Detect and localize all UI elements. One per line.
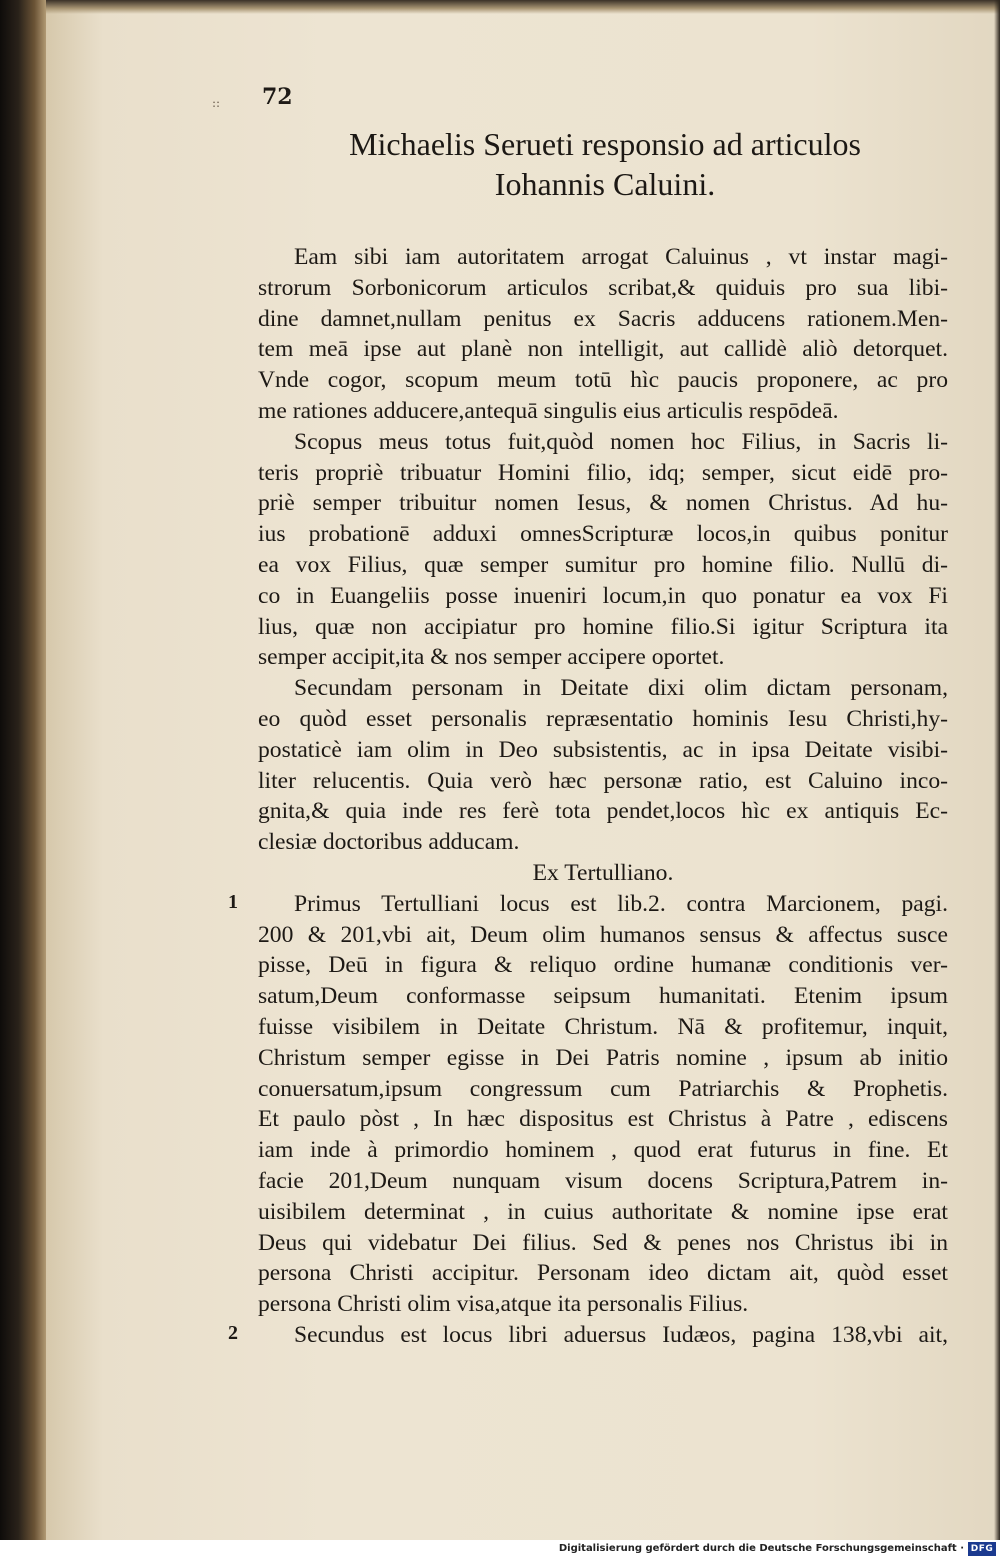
text-line: persona Christi olim visa,atque ita personalis Filius. (258, 1291, 749, 1318)
page-top-edge (46, 0, 1000, 14)
text-line: uisibilem determinat , in cuius authoritate & nomine ipse erat (258, 1198, 948, 1225)
text-line: eo quòd esset personalis repræsentatio hominis Iesu Christi,hy- (258, 705, 948, 732)
text-line: Primus Tertulliani locus est lib.2. contra Marcionem, pagi. (294, 890, 948, 917)
text-line: gnita,& quia inde res ferè tota pendet,locos hìc ex antiquis Ec- (258, 798, 948, 825)
text-line: semper accipit,ita & nos semper accipere oportet. (258, 644, 725, 671)
text-line: postaticè iam olim in Deo subsistentis, ac in ipsa Deitate visibi- (258, 736, 948, 763)
text-line: tem meā ipse aut planè non intelligit, aut callidè aliò detorquet. (258, 336, 948, 363)
text-line: ius probationē adduxi omnesScripturæ locos,in quibus ponitur (258, 521, 948, 548)
text-line: facie 201,Deum nunquam visum docens Scriptura,Patrem in- (258, 1167, 948, 1194)
body-text (258, 242, 948, 1351)
text-line: 200 & 201,vbi ait, Deum olim humanos sensus & affectus susce (258, 921, 948, 948)
page-right-edge (994, 0, 1000, 1540)
text-line: Secundus est locus libri aduersus Iudæos, pagina 138,vbi ait, (294, 1321, 948, 1348)
text-line: priè semper tribuitur nomen Iesus, & nomen Christus. Ad hu- (258, 490, 948, 517)
text-line: iam inde à primordio hominem , quod erat futurus in fine. Et (258, 1137, 948, 1164)
page-number: 72 (262, 84, 293, 110)
text-line: conuersatum,ipsum congressum cum Patriarchis & Prophetis. (258, 1075, 948, 1102)
text-line: ea vox Filius, quæ semper sumitur pro homine filio. Nullū di- (258, 551, 948, 578)
section-heading: Ex Tertulliano. (532, 859, 674, 886)
text-line: liter relucentis. Quia verò hæc personæ ratio, est Caluino inco- (258, 767, 948, 794)
book-spine (0, 0, 46, 1540)
text-line: dine damnet,nullam penitus ex Sacris adducens rationem.Men- (258, 305, 948, 332)
text-line: Christum semper egisse in Dei Patris nomine , ipsum ab initio (258, 1044, 948, 1071)
text-line: Secundam personam in Deitate dixi olim dictam personam, (294, 675, 948, 702)
title-line-2: Iohannis Caluini. (494, 166, 716, 202)
text-line: Deus qui videbatur Dei filius. Sed & penes nos Christus ibi in (258, 1229, 948, 1256)
text-line: clesiæ doctoribus adducam. (258, 829, 520, 856)
text-line: pisse, Deū in figura & reliquo ordine humanæ conditionis ver- (258, 952, 948, 979)
page-title (250, 124, 960, 204)
text-line: persona Christi accipitur. Personam ideo dictam ait, quòd esset (258, 1260, 948, 1287)
text-line: co in Euangeliis posse inueniri locum,in quo ponatur ea vox Fi (258, 582, 948, 609)
text-line: Vnde cogor, scopum meum totū hìc paucis proponere, ac pro (258, 367, 948, 394)
title-line-1: Michaelis Serueti responsio ad articulos (349, 126, 861, 162)
margin-number: 1 (228, 890, 238, 913)
text-line: Et paulo pòst , In hæc dispositus est Christus à Patre , ediscens (258, 1106, 948, 1133)
margin-number: 2 (228, 1322, 238, 1344)
text-line: satum,Deum conformasse seipsum humanitati. Etenim ipsum (258, 983, 948, 1010)
funding-credit: Digitalisierung gefördert durch die Deutsche Forschungsgemeinschaft · (558, 1543, 964, 1554)
corner-mark: :: (212, 96, 221, 110)
text-line: me rationes adducere,antequā singulis eius articulis respōdeā. (258, 397, 839, 424)
dfg-logo-icon: DFG (968, 1542, 996, 1556)
text-line: fuisse visibilem in Deitate Christum. Nā & profitemur, inquit, (258, 1013, 948, 1040)
text-line: lius, quæ non accipiatur pro homine filio.Si igitur Scriptura ita (258, 613, 948, 640)
text-line: strorum Sorbonicorum articulos scribat,& quiduis pro sua libi- (258, 274, 948, 301)
text-line: teris propriè tribuatur Homini filio, idq; semper, sicut eidē pro- (258, 459, 948, 486)
text-line: Eam sibi iam autoritatem arrogat Caluinus , vt instar magi- (294, 244, 948, 270)
text-line: Scopus meus totus fuit,quòd nomen hoc Filius, in Sacris li- (294, 428, 948, 455)
